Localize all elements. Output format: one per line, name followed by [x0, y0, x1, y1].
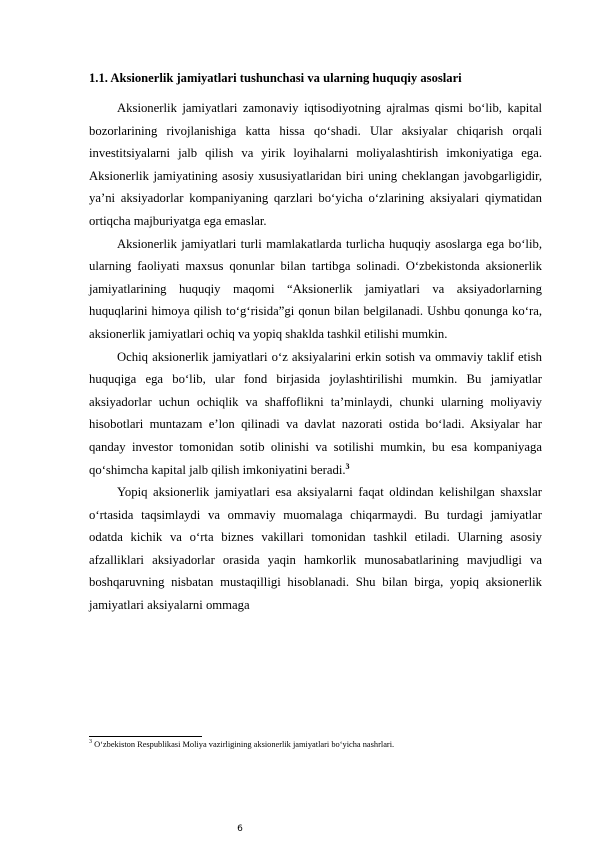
- paragraph-2: [89, 233, 542, 346]
- footnote-reference[interactable]: 3: [345, 461, 350, 471]
- paragraph-text: Ochiq aksionerlik jamiyatlari o‘z aksiyalarini erkin sotish va ommaviy taklif etish huquqiga ega bo‘lib, ular fond birjasida joylashtirilishi mumkin. Bu jamiyatlar aksiyadorlar uchun ochiqlik va shaffoflikni ta’minlaydi, chunki ularning moliyaviy hisobotlari muntazam e’lon qilinadi va davlat nazorati ostida bo‘ladi. Aksiyalar har qanday investor tomonidan sotib olinishi va sotilishi mumkin, bu esa kompaniyaga qo‘shimcha kapital jalb qilish imkoniyatini beradi.: [89, 349, 542, 477]
- paragraph-text: Aksionerlik jamiyatlari turli mamlakatlarda turlicha huquqiy asoslarga ega bo‘lib, ularning faoliyati maxsus qonunlar bilan tartibga solinadi. O‘zbekistonda aksionerlik jamiyatlarining huquqiy maqomi “Aksionerlik jamiyatlari va aksiyadorlarning huquqlarini himoya qilish to‘g‘risida”gi qonun bilan belgilanadi. Ushbu qonunga ko‘ra, aksionerlik jamiyatlari ochiq va yopiq shaklda tashkil etilishi mumkin.: [89, 236, 542, 341]
- paragraph-text: Aksionerlik jamiyatlari zamonaviy iqtisodiyotning ajralmas qismi bo‘lib, kapital bozorlarining rivojlanishiga katta hissa qo‘shadi. Ular aksiyalar chiqarish orqali investitsiyalarni jalb qilish va yirik loyihalarni moliyalashtirish imkoniyatiga ega. Aksionerlik jamiyatining asosiy xususiyatlaridan biri uning cheklangan javobgarligidir, ya’ni aksiyadorlar kompaniyaning qarzlari bo‘yicha o‘zlarining aksiyalari qiymatidan ortiqcha majburiyatga ega emaslar.: [89, 101, 542, 228]
- footnote-marker: 3: [89, 739, 92, 746]
- paragraph-text: Yopiq aksionerlik jamiyatlari esa aksiyalarni faqat oldindan kelishilgan shaxslar o‘rtasida taqsimlaydi va ommaviy muomalaga chiqarmaydi. Bu turdagi jamiyatlar odatda kichik va o‘rta biznes vakillari tomonidan tashkil etiladi. Ularning asosiy afzalliklari aksiyadorlar orasida yaqin hamkorlik munosabatlarining mavjudligi va boshqaruvning nisbatan mustaqilligi hisoblanadi. Shu bilan birga, yopiq aksionerlik jamiyatlari aksiyalarni ommaga: [89, 485, 542, 613]
- footnote-text: O‘zbekiston Respublikasi Moliya vazirligining aksionerlik jamiyatlari bo‘yicha nashrlari.: [94, 740, 395, 749]
- footnote-divider: [89, 736, 202, 737]
- page-number: 6: [237, 824, 243, 834]
- body-text: [89, 97, 542, 617]
- paragraph-3: [89, 346, 542, 482]
- paragraph-4: [89, 481, 542, 617]
- paragraph-1: [89, 97, 542, 233]
- section-heading: 1.1. Aksionerlik jamiyatlari tushunchasi va ularning huquqiy asoslari: [89, 71, 462, 85]
- footnote: [89, 739, 549, 751]
